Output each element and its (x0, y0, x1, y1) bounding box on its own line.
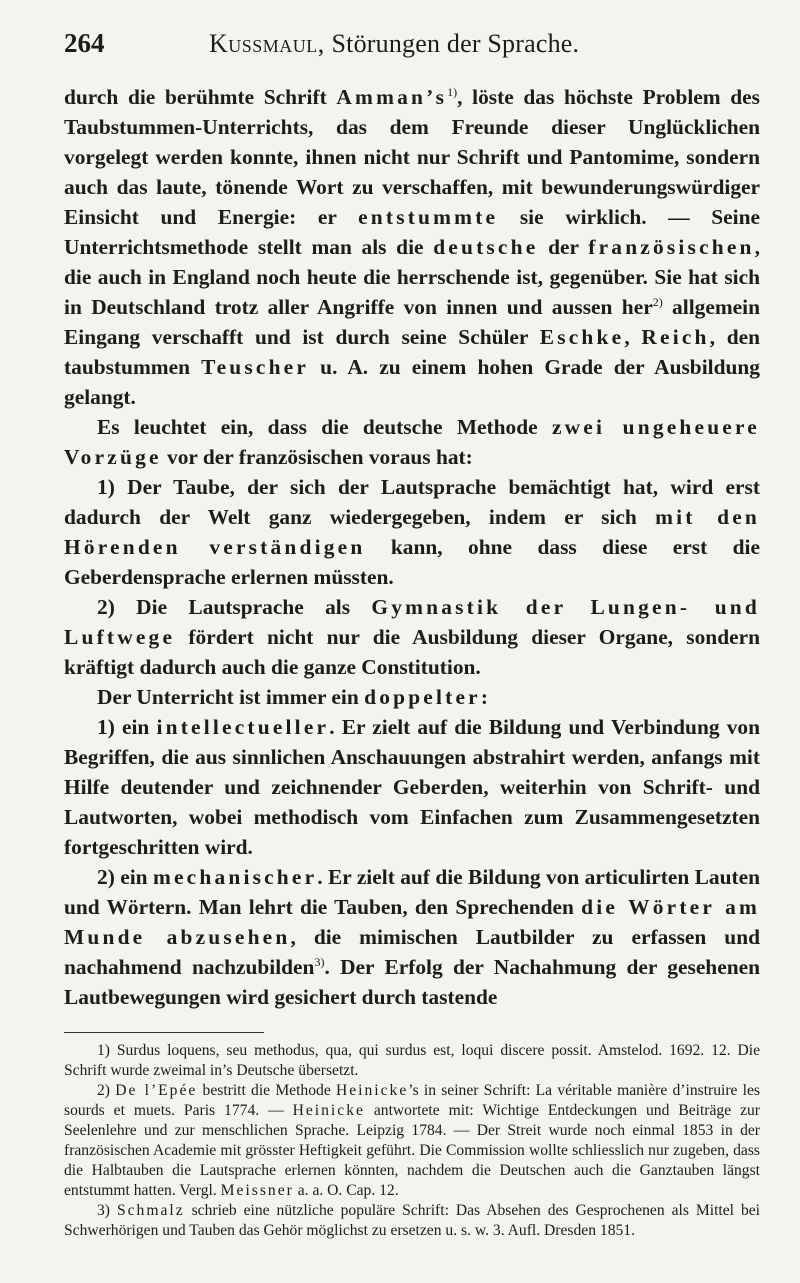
paragraph: 2) Die Lautsprache als Gymnastik der Lungen- und Luftwege fördert nicht nur die Ausbildung dieser Organe, sondern kräftigt dadurch auch die ganze Constitution. (64, 595, 760, 679)
emphasis: deutsche (433, 235, 539, 259)
emphasis: zwei ungeheuere Vorzüge (64, 415, 760, 469)
footnotes (64, 1041, 760, 1241)
running-header (64, 28, 760, 68)
emphasis: französischen (588, 235, 755, 259)
footnote-divider (64, 1032, 264, 1033)
emphasis: De l’Epée (115, 1082, 198, 1099)
emphasis: entstummte (358, 205, 499, 229)
footnote-ref: 1) (447, 84, 458, 99)
page-number: 264 (64, 28, 105, 58)
paragraph: 1) Der Taube, der sich der Lautsprache bemächtigt hat, wird erst dadurch der Welt ganz wiedergegeben, indem er sich mit den Hörenden verständigen kann, ohne dass diese erst die Geberdensprache erlernen müssten. (64, 475, 761, 589)
emphasis: doppelter (364, 685, 481, 709)
emphasis: Heinicke (292, 1102, 365, 1119)
main-text (64, 82, 760, 1012)
emphasis: die Wörter am Munde abzusehen (64, 895, 761, 949)
emphasis: Teuscher (201, 355, 310, 379)
footnote: 2) De l’Epée bestritt die Methode Heinicke’s in seiner Schrift: La véritable manière d’instruire les sourds et muets. Paris 1774. — Heinicke antwortete mit: Wichtige Entdeckungen und Beiträge zur Seelenlehre und zur menschlichen Sprache. Leipzig 1784. — Der Streit wurde noch einmal 1853 in der französischen Academie mit grösster Heftigkeit geführt. Die Commission wollte schliesslich nur zugeben, dass die Halbtauben die Lautsprache erlernen könnten, nachdem die Deutschen auch die Ganztauben längst entstummt hatten. Vergl. Meissner a. a. O. Cap. 12. (64, 1082, 761, 1199)
header-author: Kussmaul, (209, 29, 325, 58)
footnote: 1) Surdus loquens, seu methodus, qua, qui surdus est, loqui discere possit. Amstelod. 1692. 12. Die Schrift wurde zweimal in’s Deutsche übersetzt. (64, 1042, 760, 1079)
header-title: Störungen der Sprache. (331, 29, 580, 58)
paragraph: durch die berühmte Schrift $Amman’s^{1)}$, löste das höchste Problem des Taubstummen-Unterrichts, das dem Freunde dieser Unglücklichen vorgelegt werden konnte, ihnen nicht nur Schrift und Pantomime, sondern auch das laute, tönende Wort zu verschaffen, mit bewunderungswürdiger Einsicht und Energie: er entstummte sie wirklich. — Seine Unterrichtsmethode stellt man als die deutsche der französischen, die auch in England noch heute die herrschende ist, gegenüber. Sie hat sich in Deutschland trotz aller Angriffe von innen und aussen her$^{2)}$ allgemein Eingang verschafft und ist durch seine Schüler Eschke, Reich, den taubstummen Teuscher u. A. zu einem hohen Grade der Ausbildung gelangt. (64, 84, 761, 409)
paragraph: Der Unterricht ist immer ein doppelter: (97, 685, 488, 709)
emphasis: Gymnastik der Lungen- und Luftwege (64, 595, 760, 649)
footnote: 3) Schmalz schrieb eine nützliche populäre Schrift: Das Absehen des Gesprochenen als Mittel bei Schwerhörigen und Tauben das Gehör möglichst zu ersetzen u. s. w. 3. Aufl. Dresden 1851. (64, 1202, 761, 1239)
emphasis: Reich (641, 325, 710, 349)
emphasis: Amman’s (336, 85, 448, 109)
paragraph: 1) ein intellectueller. Er zielt auf die Bildung und Verbindung von Begriffen, die aus sinnlichen Anschauungen abstrahirt werden, anfangs mit Hilfe deutender und zeichnender Geberden, weiterhin von Schrift- und Lautworten, wobei methodisch vom Einfachen zum Zusammengesetzten fortgeschritten wird. (64, 715, 760, 859)
emphasis: Schmalz (116, 1202, 185, 1219)
footnote-ref: 3) (314, 954, 325, 969)
footnote-ref: 2) (652, 294, 663, 309)
emphasis: intellectueller (156, 715, 330, 739)
paragraph: Es leuchtet ein, dass die deutsche Methode zwei ungeheuere Vorzüge vor der französischen voraus hat: (64, 415, 760, 469)
emphasis: Eschke (539, 325, 625, 349)
emphasis: mechanischer (152, 865, 318, 889)
emphasis: Meissner (220, 1182, 294, 1199)
emphasis: Heinicke (335, 1082, 409, 1099)
emphasis: mit den Hörenden verständigen (64, 505, 761, 559)
paragraph: 2) ein mechanischer. Er zielt auf die Bildung von articulirten Lauten und Wörtern. Man lehrt die Tauben, den Sprechenden die Wörter am Munde abzusehen, die mimischen Lautbilder zu erfassen und nachahmend nachzubilden$^{3)}$. Der Erfolg der Nachahmung der gesehenen Lautbewegungen wird gesichert durch tastende (64, 865, 761, 1009)
running-title (209, 29, 579, 59)
